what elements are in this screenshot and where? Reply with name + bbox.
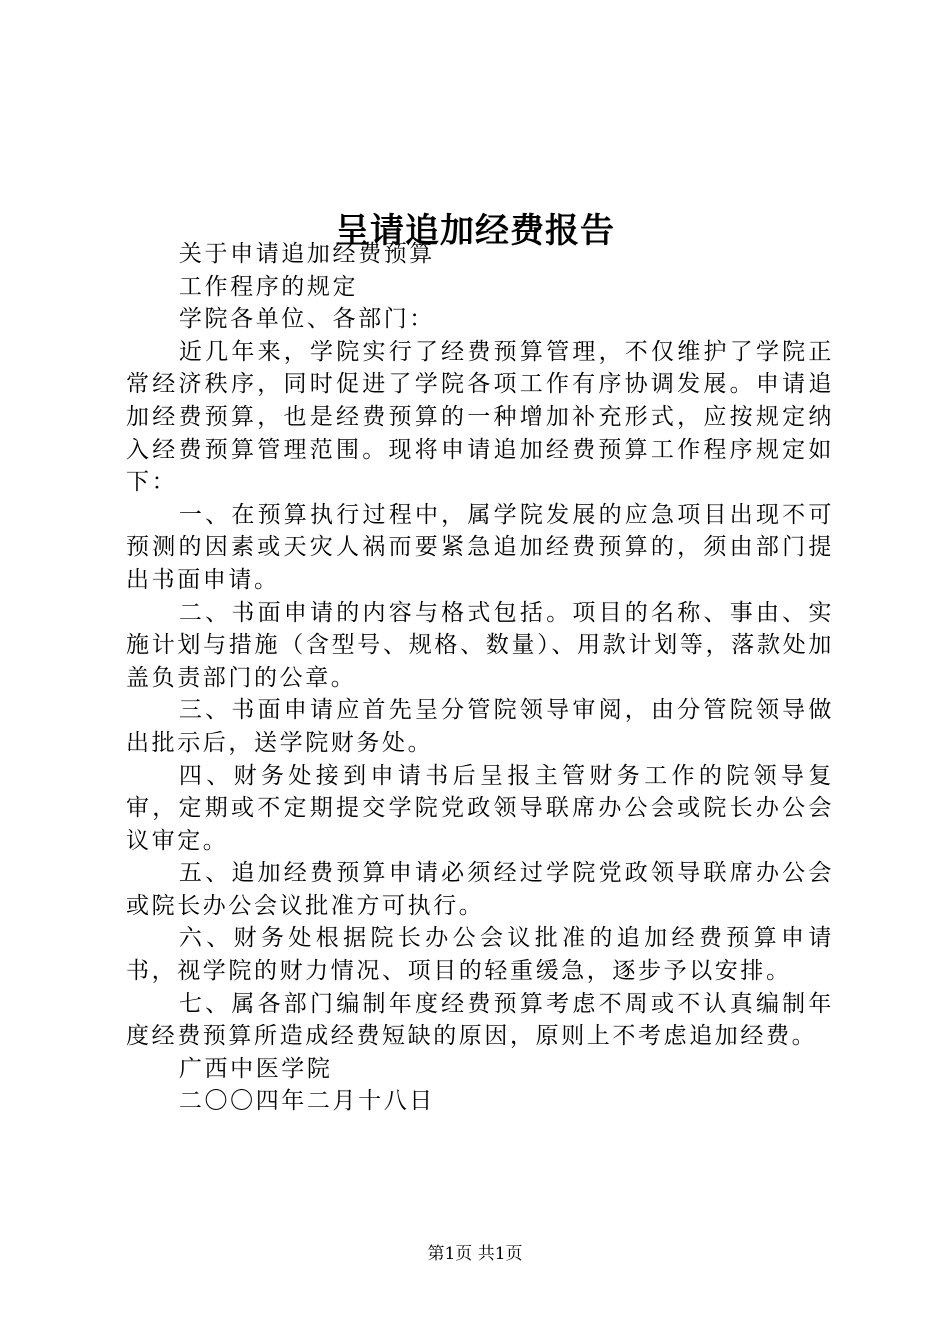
signature-date: 二〇〇四年二月十八日 — [178, 1088, 435, 1115]
clause-7: 七、属各部门编制年度经费预算考虑不周或不认真编制年度经费预算所造成经费短缺的原因，原则上不考虑追加经费。 — [126, 990, 834, 1050]
salutation: 学院各单位、各部门： — [178, 306, 435, 333]
subject-line-1: 关于申请追加经费预算 — [178, 241, 435, 267]
clause-4: 四、财务处接到申请书后呈报主管财务工作的院领导复审，定期或不定期提交学院党政领导联席办公会或院长办公会议审定。 — [126, 762, 834, 854]
document-title: 呈请追加经费报告 — [335, 210, 615, 251]
intro-paragraph: 近几年来，学院实行了经费预算管理，不仅维护了学院正常经济秩序，同时促进了学院各项工作有序协调发展。申请追加经费预算，也是经费预算的一种增加补充形式，应按规定纳入经费预算管理范围。现将申请追加经费预算工作程序规定如下： — [126, 338, 834, 496]
clause-6: 六、财务处根据院长办公会议批准的追加经费预算申请书，视学院的财力情况、项目的轻重缓急，逐步予以安排。 — [126, 925, 834, 985]
document-body — [126, 238, 834, 1118]
clause-5: 五、追加经费预算申请必须经过学院党政领导联席办公会或院长办公会议批准方可执行。 — [126, 860, 834, 919]
clause-2: 二、书面申请的内容与格式包括。项目的名称、事由、实施计划与措施（含型号、规格、数量）、用款计划等，落款处加盖负责部门的公章。 — [126, 599, 834, 691]
signature-organization: 广西中医学院 — [178, 1055, 333, 1082]
subject-line-2: 工作程序的规定 — [178, 273, 359, 300]
page-footer: 第1页 共1页 — [427, 1244, 523, 1264]
clause-1: 一、在预算执行过程中，属学院发展的应急项目出现不可预测的因素或天灾人祸而要紧急追加经费预算的，须由部门提出书面申请。 — [126, 501, 834, 593]
clause-3: 三、书面申请应首先呈分管院领导审阅，由分管院领导做出批示后，送学院财务处。 — [126, 697, 834, 756]
